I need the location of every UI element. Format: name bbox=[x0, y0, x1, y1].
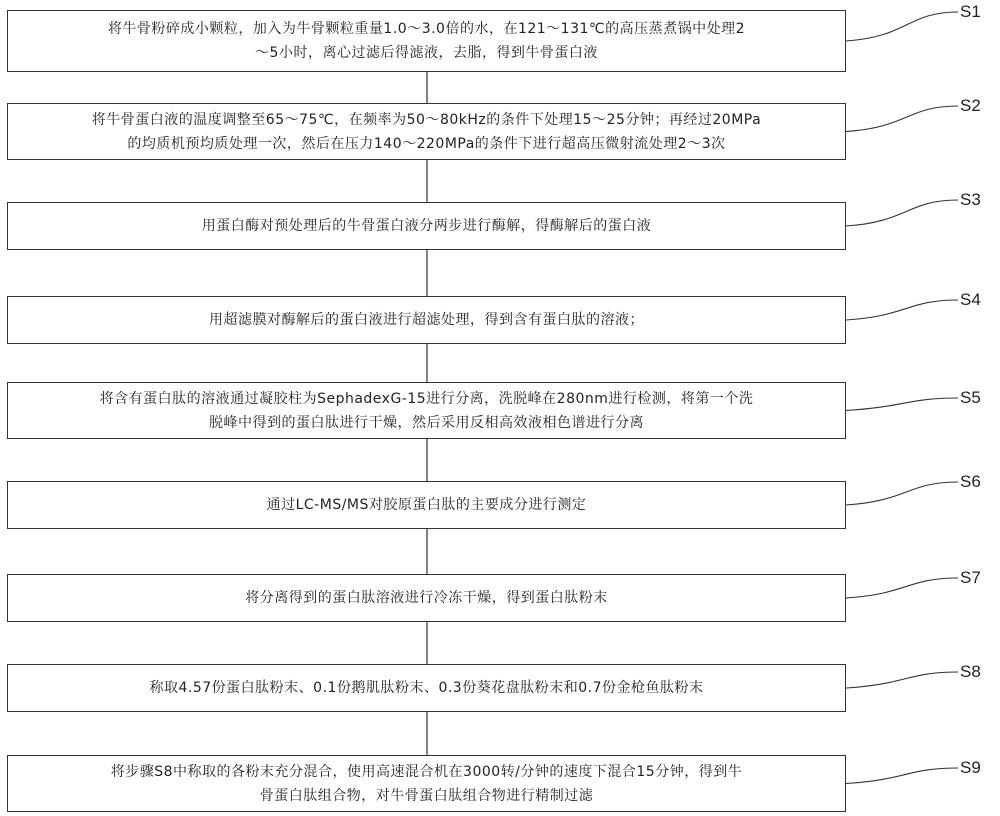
step-text-s2: 将牛骨蛋白液的温度调整至65～75℃，在频率为50～80kHz的条件下处理15～25分钟；再经过20MPa 的均质机预均质处理一次，然后在压力140～220MPa的条件下进行超高压微射流处理2～3次 bbox=[91, 111, 762, 152]
leader-line-s6 bbox=[846, 482, 958, 505]
step-box-s1 bbox=[7, 10, 846, 72]
step-label-s3: S3 bbox=[960, 190, 981, 209]
step-label-s7: S7 bbox=[960, 568, 981, 587]
step-box-s4 bbox=[7, 296, 846, 344]
leader-line-s5 bbox=[846, 398, 958, 411]
step-box-s2 bbox=[7, 103, 846, 160]
leader-line-s1 bbox=[846, 12, 958, 41]
step-text-s8: 称取4.57份蛋白肽粉末、0.1份鹅肌肽粉末、0.3份葵花盘肽粉末和0.7份金枪鱼肽粉末 bbox=[149, 680, 704, 696]
leader-line-s4 bbox=[846, 300, 958, 320]
step-text-s4: 用超滤膜对酶解后的蛋白液进行超滤处理，得到含有蛋白肽的溶液； bbox=[209, 312, 644, 328]
leader-line-s2 bbox=[846, 106, 958, 132]
step-box-s6 bbox=[7, 481, 846, 529]
step-text-s5: 将含有蛋白肽的溶液通过凝胶柱为SephadexG-15进行分离，洗脱峰在280nm进行检测，将第一个洗 脱峰中得到的蛋白肽进行干燥，然后采用反相高效液相色谱进行分离 bbox=[99, 390, 754, 431]
step-text-s7: 将分离得到的蛋白肽溶液进行冷冻干燥，得到蛋白肽粉末 bbox=[245, 590, 608, 606]
step-text-s3: 用蛋白酶对预处理后的牛骨蛋白液分两步进行酶解，得酶解后的蛋白液 bbox=[201, 218, 652, 234]
step-box-s8 bbox=[7, 664, 846, 712]
step-label-s9: S9 bbox=[960, 758, 981, 777]
leader-line-s7 bbox=[846, 578, 958, 598]
step-label-s4: S4 bbox=[960, 290, 981, 309]
step-label-s6: S6 bbox=[960, 472, 981, 491]
step-box-s9 bbox=[7, 755, 846, 812]
step-text-s9: 将步骤S8中称取的各粉末充分混合，使用高速混合机在3000转/分钟的速度下混合15分钟，得到牛 骨蛋白肽组合物，对牛骨蛋白肽组合物进行精制过滤 bbox=[110, 763, 743, 804]
step-box-s7 bbox=[7, 574, 846, 622]
step-label-s1: S1 bbox=[960, 2, 981, 21]
leader-line-s8 bbox=[846, 672, 958, 688]
step-text-s6: 通过LC-MS/MS对胶原蛋白肽的主要成分进行测定 bbox=[266, 497, 587, 513]
leader-line-s9 bbox=[846, 768, 958, 784]
step-label-s8: S8 bbox=[960, 662, 981, 681]
leader-line-s3 bbox=[846, 200, 958, 226]
step-label-s5: S5 bbox=[960, 388, 981, 407]
label-leader-lines bbox=[846, 12, 958, 784]
step-box-s5 bbox=[7, 382, 846, 439]
step-text-s1: 将牛骨粉碎成小颗粒，加入为牛骨颗粒重量1.0～3.0倍的水，在121～131℃的高压蒸煮锅中处理2 ～5小时，离心过滤后得滤液，去脂，得到牛骨蛋白液 bbox=[107, 21, 746, 61]
step-box-s3 bbox=[7, 202, 846, 250]
step-label-s2: S2 bbox=[960, 96, 981, 115]
